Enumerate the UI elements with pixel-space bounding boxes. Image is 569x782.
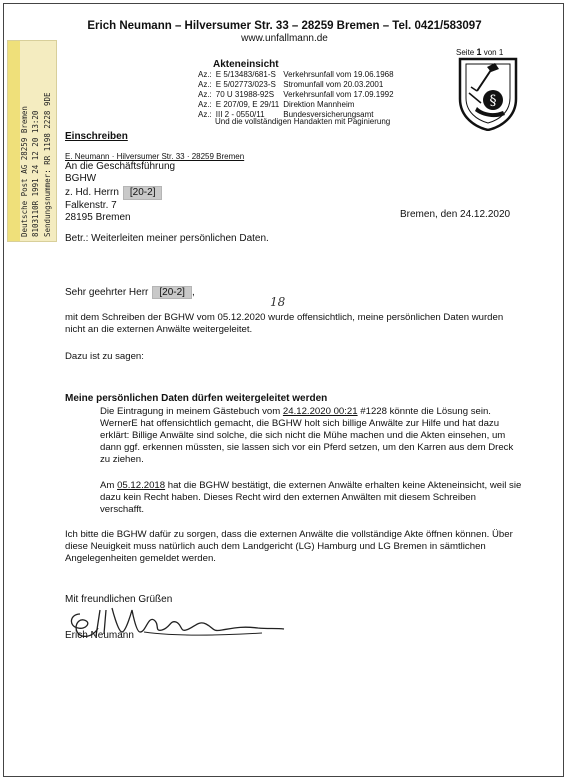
akteneinsicht-title: Akteneinsicht (213, 59, 279, 70)
az-reference: III 2 - 0550/11 (215, 110, 265, 119)
akteneinsicht-row (198, 90, 398, 100)
text-segment: #1228 könnte die Lösung sein. WernerE hat offensichtlich gemacht, die BGHW holt sich billige Anwälte zur Hilfe und hat dazu erklärt: Billige Anwälte sind solche, die sich nicht die Mühe machen und die Akten einsehen, um dann ggf. erkennen müssten, sie lassen sich vor ein Pferd setzen, um den Karren aus dem Dreck zu ziehen. (100, 406, 514, 465)
az-prefix: Az.: (198, 80, 212, 89)
recipient-line: 28195 Bremen (65, 212, 131, 224)
closing-phrase: Mit freundlichen Grüßen (65, 594, 173, 605)
az-description: Direktion Mannheim (283, 100, 355, 109)
akteneinsicht-row (198, 70, 398, 80)
text-segment: Am (100, 480, 118, 491)
signer-name: Erich Neumann (65, 630, 134, 641)
recipient-line: An die Geschäftsführung (65, 161, 176, 172)
recipient-line: BGHW (65, 173, 97, 185)
akteneinsicht-note: Und die vollständigen Handakten mit Paginierung (215, 117, 391, 126)
az-prefix: Az.: (198, 110, 212, 119)
paragraph-request: Ich bitte die BGHW dafür zu sorgen, dass die externen Anwälte die vollständige Akte öffnen können. Über diese Neuigkeit muss natürlich auch dem Landgericht (LG) Hamburg und LG Bremen in sämtlichen Angelegenheiten gemeldet werden. (65, 529, 513, 564)
postal-stamp-label (7, 40, 57, 242)
letter-date: Bremen, den 24.12.2020 (400, 209, 511, 220)
paragraph-guestbook (100, 406, 522, 466)
az-prefix: Az.: (198, 90, 212, 99)
recipient-address (65, 161, 175, 224)
stamp-line: Deutsche Post AG 28259 Bremen (20, 106, 29, 237)
page-indicator (456, 47, 503, 57)
section-heading: Meine persönlichen Daten dürfen weitergeleitet werden (65, 393, 328, 404)
paragraph-intro: mit dem Schreiben der BGHW vom 05.12.2020 wurde offensichtlich, meine persönlichen Daten wurden nicht an die externen Anwälte weitergeleitet. (65, 312, 504, 335)
stamp-strip (8, 41, 20, 241)
az-prefix: Az.: (198, 100, 212, 109)
page-number: 1 (476, 47, 482, 57)
paragraph-transition: Dazu ist zu sagen: (65, 351, 144, 362)
redaction-box: [20-2] (123, 186, 163, 200)
recipient-line (65, 186, 175, 200)
recipient-attention: z. Hd. Herrn (65, 186, 119, 198)
az-description: Stromunfall vom 20.03.2001 (283, 80, 384, 89)
stamp-line: Sendungsnummer: RR 1198 2228 9DE (43, 92, 52, 237)
letterhead-title: Erich Neumann – Hilversumer Str. 33 – 28259 Bremen – Tel. 0421/583097 (87, 20, 482, 32)
stamp-line: 8103110R 1991 24 12 20 13:20 (31, 110, 40, 237)
text-segment: hat die BGHW bestätigt, die externen Anwälte erhalten keine Akteneinsicht, weil sie dazu kein Recht haben. Dieses Recht wird den externen Anwälten mit diesem Schreiben verschafft. (100, 480, 522, 515)
az-description: Verkehrsunfall vom 17.09.1992 (283, 90, 394, 99)
az-reference: E 207/09, E 29/11 (215, 100, 280, 109)
az-reference: E 5/02773/023-S (215, 80, 276, 89)
sender-return-address: E. Neumann · Hilversumer Str. 33 · 28259 Bremen (65, 152, 245, 161)
text-segment: Die Eintragung in meinem Gästebuch vom (100, 406, 283, 417)
az-reference: E 5/13483/681-S (215, 70, 276, 79)
akteneinsicht-table (198, 70, 398, 120)
mail-type-label: Einschreiben (65, 131, 128, 142)
letterhead-website: www.unfallmann.de (241, 33, 328, 44)
recipient-line: Falkenstr. 7 (65, 199, 117, 211)
page-prefix: Seite (456, 48, 475, 57)
shield-logo-icon (457, 57, 519, 131)
az-prefix: Az.: (198, 70, 212, 79)
underlined-date: 24.12.2020 00:21 (282, 406, 358, 417)
az-description: Verkehrsunfall vom 19.06.1968 (283, 70, 394, 79)
akteneinsicht-row (198, 100, 398, 110)
az-reference: 70 U 31988-92S (215, 90, 275, 99)
salutation-text: Sehr geehrter Herr (65, 287, 149, 298)
akteneinsicht-row (198, 80, 398, 90)
salutation-comma: , (191, 287, 195, 298)
page-suffix: von 1 (483, 48, 504, 57)
salutation (65, 286, 195, 299)
handwritten-correction: 18 (270, 295, 286, 309)
underlined-date: 05.12.2018 (117, 480, 166, 491)
subject-line: Betr.: Weiterleiten meiner persönlichen Daten. (65, 233, 269, 244)
redaction-box: [20-2] (152, 286, 192, 299)
az-description: Bundesversicherungsamt (283, 110, 374, 119)
svg-text:§: § (489, 93, 497, 109)
paragraph-confirmation (100, 480, 522, 516)
